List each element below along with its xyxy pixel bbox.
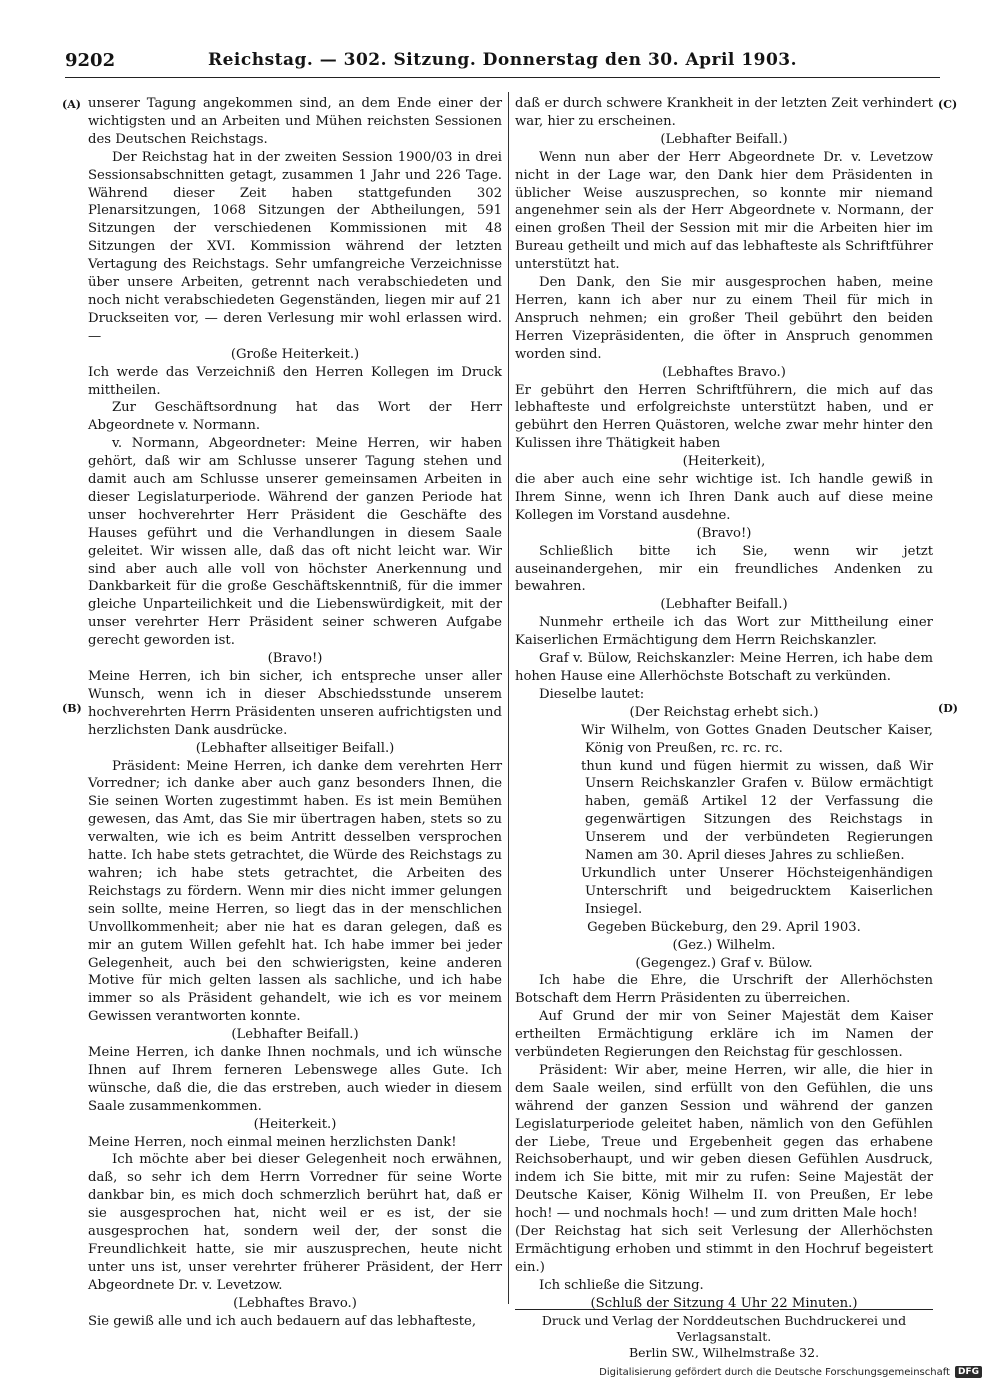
paragraph: Meine Herren, noch einmal meinen herzlichsten Dank! [88,1134,457,1150]
paragraph: Ich möchte aber bei dieser Gelegenheit noch erwähnen, daß, so sehr ich dem Herrn Vorredner für seine Worte dankbar bin, es mich doch schmerzlich berührt hat, daß er sie ausgesprochen hat, nicht weil er es ist, der sie ausgesprochen hat, sondern weil der, der sonst die Freundlichkeit hatte, sie mir auszusprechen, heute nicht unter uns ist, unser verehrter früherer Präsident, der Herr Abgeordnete Dr. v. Levetzow. [88,1152,502,1293]
proclamation: Urkundlich unter Unserer Höchsteigenhändigen Unterschrift und beigedrucktem Kaiserlichen Insiegel. [581,865,933,917]
interjection: (Bravo!) [696,525,752,541]
paragraph: Schließlich bitte ich Sie, wenn wir jetzt auseinandergehen, mir ein freundliches Andenken zu bewahren. [515,543,933,595]
imprint-publisher: Druck und Verlag der Norddeutschen Buchdruckerei und Verlagsanstalt. [541,1313,907,1344]
imprint [515,1309,933,1361]
column-divider [508,92,509,1304]
paragraph: Ich schließe die Sitzung. [539,1277,704,1293]
interjection: (Große Heiterkeit.) [230,346,360,362]
margin-marker-d: (D) [938,702,958,715]
paragraph: Wenn nun aber der Herr Abgeordnete Dr. v. Levetzow nicht in der Lage war, den Dank hier dem Präsidenten in üblicher Weise auszusprechen, so konnte mir niemand angenehmer sein als der Herr Abgeordnete v. Normann, der einen großen Theil der Session mit mir die Arbeiten hier im Bureau getheilt und mich auf das lebhafteste als Schriftführer unterstützt hat. [515,149,933,273]
page-title: Reichstag. — 302. Sitzung. Donnerstag den 30. April 1903. [207,50,798,70]
paragraph: Dieselbe lautet: [539,686,645,702]
session-close: (Schluß der Sitzung 4 Uhr 22 Minuten.) [590,1295,858,1311]
page-header [65,50,940,76]
interjection: (Lebhaftes Bravo.) [233,1295,357,1311]
interjection: (Lebhafter Beifall.) [660,597,788,613]
paragraph: Auf Grund der mir von Seiner Majestät dem Kaiser ertheilten Ermächtigung erkläre ich im Namen der verbündeten Regierungen den Reichstag für geschlossen. [515,1009,933,1061]
interjection: (Der Reichstag hat sich seit Verlesung der Allerhöchsten Ermächtigung erhoben und stimmt in den Hochruf begeistert ein.) [515,1224,933,1275]
paragraph: Zur Geschäftsordnung hat das Wort der Herr Abgeordnete v. Normann. [88,400,502,434]
proclamation-signature: (Gez.) Wilhelm. [672,937,776,953]
paragraph: Nunmehr ertheile ich das Wort zur Mittheilung einer Kaiserlichen Ermächtigung dem Herrn Reichskanzler. [515,615,933,649]
footer-text: Digitalisierung gefördert durch die Deutsche Forschungsgemeinschaft [599,1366,950,1378]
proclamation-countersignature: (Gegengez.) Graf v. Bülow. [635,955,813,971]
paragraph: Der Reichstag hat in der zweiten Session 1900/03 in drei Sessionsabschnitten getagt, zusammen 1 Jahr und 226 Tage. Während dieser Zeit haben stattgefunden 302 Plenarsitzungen, 1068 Sitzungen der Abtheilungen, 591 Sitzungen der verschiedenen Kommissionen mit 48 Sitzungen der XVI. Kommission während der letzten Vertagung des Reichstags. Sehr umfangreiche Verzeichnisse über unsere Arbeiten, getrennt nach verabschiedeten und noch nicht verabschiedeten Gegenständen, liegen mir auf 21 Druckseiten vor, — deren Verlesung mir wohl erlassen wird. — [88,149,502,344]
imprint-rule [515,1309,933,1310]
margin-marker-c: (C) [938,98,958,111]
proclamation: thun kund und fügen hiermit zu wissen, daß Wir Unsern Reichskanzler Grafen v. Bülow ermächtigt haben, gemäß Artikel 12 der Verfassung die gegenwärtigen Sitzungen des Reichstags in Unserem und der verbündeten Regierungen Namen am 30. April dieses Jahres zu schließen. [581,758,933,864]
paragraph: Ich werde das Verzeichniß den Herren Kollegen im Druck mittheilen. [88,364,502,398]
interjection: (Lebhafter allseitiger Beifall.) [195,740,395,756]
margin-marker-a: (A) [62,98,81,111]
speech-president: Präsident: Meine Herren, ich danke dem verehrten Herr Vorredner; ich danke aber auch ganz besonders Ihnen, die Sie seinen Worten zugestimmt haben. Es ist mein Bemühen gewesen, das Amt, das Sie mir übertragen haben, stets so zu verwalten, wie ich es beim Antritt desselben versprochen hatte. Ich habe stets getrachtet, die Würde des Reichstags zu wahren; ich habe stets getrachtet, die Arbeiten des Reichstags zu fördern. Wenn mir dies nicht immer gelungen sein sollte, meine Herren, so liegt das in der menschlichen Unvollkommenheit; aber nie hat es daran gelegen, daß es mir an gutem Willen gefehlt hat. Ich habe immer bei jeder Gelegenheit, auch bei den schwierigsten, keine anderen Motive für mich gelten lassen als sachliche, und ich habe immer so als Präsident gehandelt, wie ich es vor meinem Gewissen verantworten konnte. [88,758,502,1025]
imprint-address: Berlin SW., Wilhelmstraße 32. [628,1345,820,1360]
right-column [515,95,933,1313]
interjection: (Lebhafter Beifall.) [660,131,788,147]
paragraph: Meine Herren, ich danke Ihnen nochmals, und ich wünsche Ihnen auf Ihrem ferneren Lebenswege alles Gute. Ich wünsche, daß die, die das erstreben, auch wieder in diesem Saale zusammenkommen. [88,1045,502,1114]
speech-president: Präsident: Wir aber, meine Herren, wir alle, die hier in dem Saale weilen, sind erfüllt von den Gefühlen, die uns während der ganzen Session und während der ganzen Legislaturperiode geleitet haben, nämlich von den Gefühlen der Liebe, Treue und Ergebenheit gegen das erhabene Reichsoberhaupt, und wir geben diesen Gefühlen Ausdruck, indem ich Sie bitte, mit mir zu rufen: Seine Majestät der Deutsche Kaiser, König Wilhelm II. von Preußen, Er lebe hoch! — und nochmals hoch! — und zum dritten Male hoch! [515,1062,933,1222]
interjection: (Lebhafter Beifall.) [231,1027,359,1043]
paragraph: Ich habe die Ehre, die Urschrift der Allerhöchsten Botschaft dem Herrn Präsidenten zu überreichen. [515,973,933,1007]
proclamation-date: Gegeben Bückeburg, den 29. April 1903. [587,919,861,935]
interjection: (Lebhaftes Bravo.) [662,364,786,380]
header-rule [65,77,940,78]
interjection: (Heiterkeit), [682,454,766,470]
digitization-footer [599,1366,982,1378]
left-column [88,95,502,1331]
page-number: 9202 [65,50,116,71]
paragraph: daß er durch schwere Krankheit in der letzten Zeit verhindert war, hier zu erscheinen. [515,96,933,129]
speech-normann: v. Normann, Abgeordneter: Meine Herren, wir haben gehört, daß wir am Schlusse unserer Tagung stehen und damit auch am Schlusse unserer gemeinsamen Arbeiten in dieser Legislaturperiode. Während der ganzen Periode hat unser hochverehrter Herr Präsident die Geschäfte des Hauses geführt und die Verhandlungen in diesem Saale geleitet. Wir wissen alle, daß das oft nicht leicht war. Wir sind aber auch alle voll von höchster Anerkennung und Dankbarkeit für die große Geschäftskenntniß, für die immer gleiche Unparteilichkeit und die Liebenswürdigkeit, mit der unser verehrter Herr Präsident seiner schweren Aufgabe gerecht geworden ist. [88,436,502,649]
interjection: (Heiterkeit.) [253,1116,337,1132]
dfg-logo: DFG [955,1366,982,1378]
interjection: (Bravo!) [267,651,323,667]
paragraph: Sie gewiß alle und ich auch bedauern auf das lebhafteste, [88,1313,477,1329]
interjection: (Der Reichstag erhebt sich.) [629,704,819,720]
paragraph: die aber auch eine sehr wichtige ist. Ich handle gewiß in Ihrem Sinne, wenn ich Ihren Dank auch auf diese meine Kollegen im Vorstand ausdehne. [515,472,933,523]
paragraph: unserer Tagung angekommen sind, an dem Ende einer der wichtigsten und an Arbeiten und Mühen reichsten Sessionen des Deutschen Reichstags. [88,96,502,147]
paragraph: Er gebührt den Herren Schriftführern, die mich auf das lebhafteste und erfolgreichste unterstützt haben, und er gebührt den Herren Quästoren, welche zwar mehr hinter den Kulissen ihre Thätigkeit haben [515,382,933,452]
paragraph: Meine Herren, ich bin sicher, ich entspreche unser aller Wunsch, wenn ich in dieser Abschiedsstunde unserem hochverehrten Herrn Präsidenten unseren aufrichtigsten und herzlichsten Dank ausdrücke. [88,669,502,738]
margin-marker-b: (B) [62,702,82,715]
speech-buelow: Graf v. Bülow, Reichskanzler: Meine Herren, ich habe dem hohen Hause eine Allerhöchste Botschaft zu verkünden. [515,651,933,684]
proclamation: Wir Wilhelm, von Gottes Gnaden Deutscher Kaiser, König von Preußen, rc. rc. rc. [581,722,933,756]
paragraph: Den Dank, den Sie mir ausgesprochen haben, meine Herren, kann ich aber nur zu einem Theil für mich in Anspruch nehmen; ein großer Theil gebührt den beiden Herren Vizepräsidenten, die öfter in Anspruch genommen worden sind. [515,275,933,362]
